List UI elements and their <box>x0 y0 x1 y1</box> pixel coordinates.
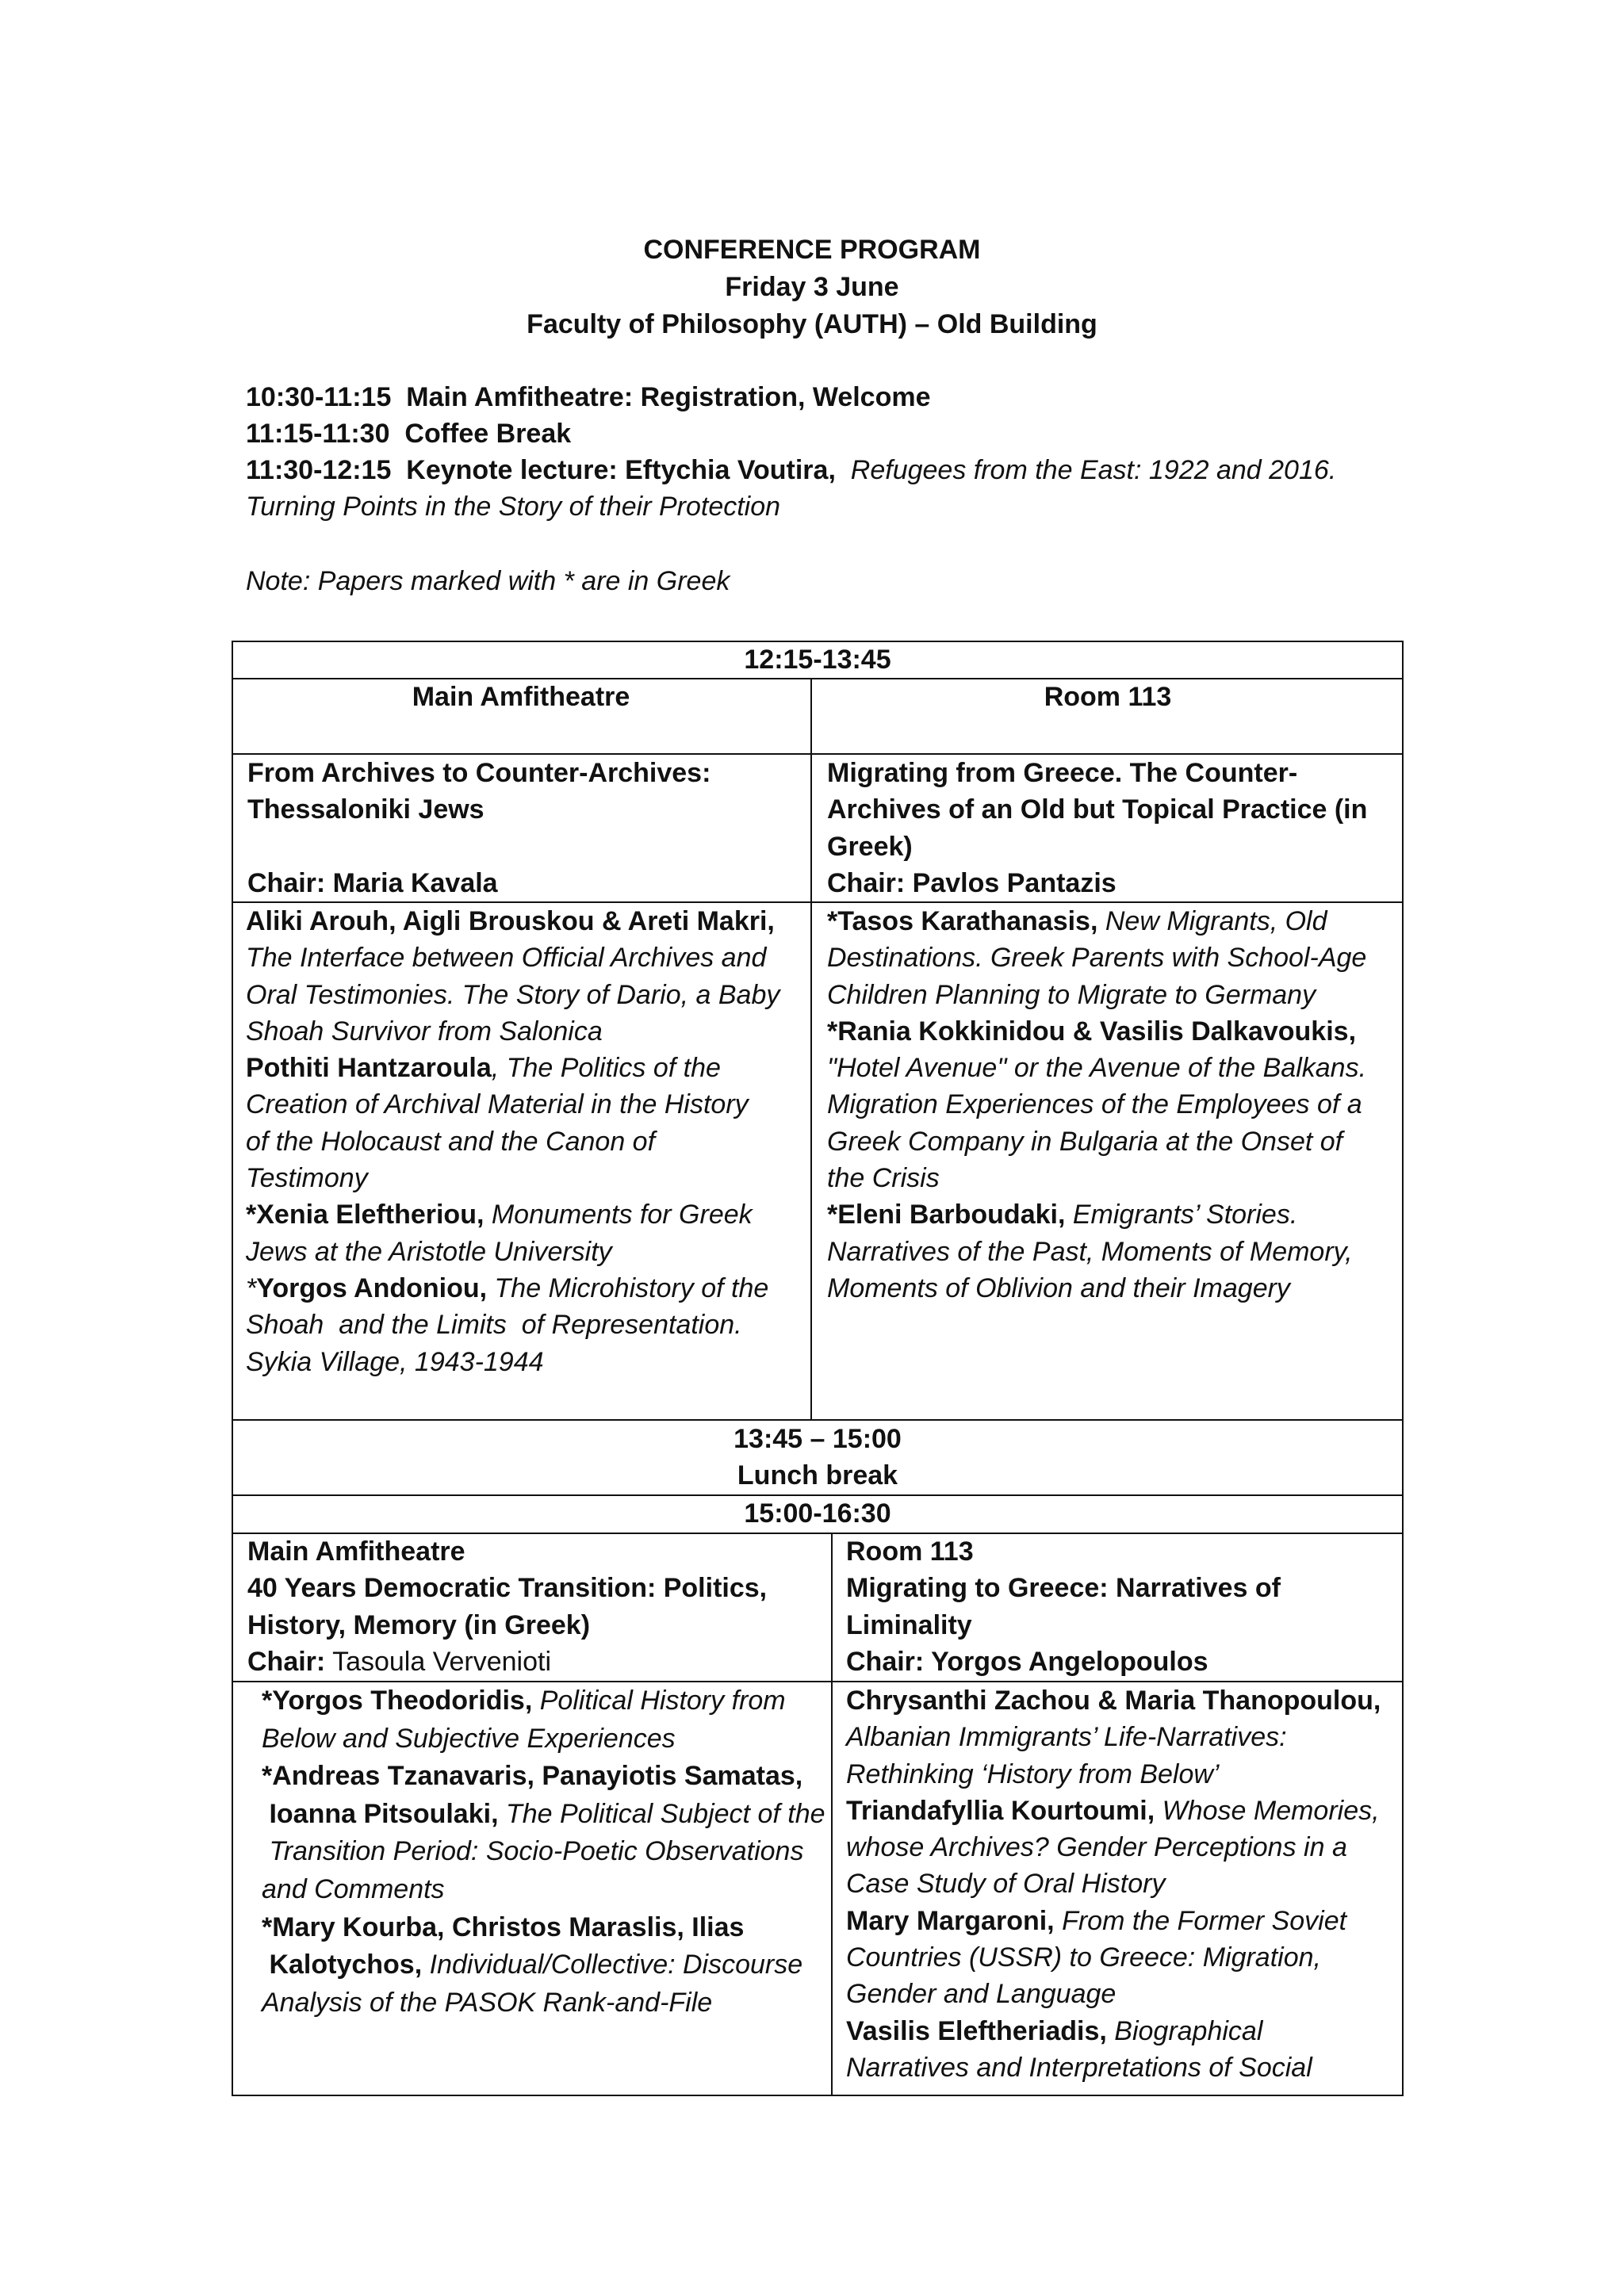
program-line <box>846 1644 1401 1680</box>
paper-title: Whose Memories, <box>1155 1795 1380 1826</box>
paper-title: "Hotel Avenue" or the Avenue of the Balkans. <box>827 1053 1367 1084</box>
program-line <box>247 1533 822 1570</box>
paper-title: Individual/Collective: Discourse <box>422 1950 803 1980</box>
program-line <box>846 1570 1401 1606</box>
program-title: CONFERENCE PROGRAM <box>643 235 981 265</box>
session2-left-header <box>247 1533 822 1680</box>
paper-title: the Crisis <box>827 1163 940 1194</box>
program-line <box>246 1344 807 1380</box>
session1-right-room: Room 113 <box>1044 682 1172 712</box>
author-names: Migrating to Greece: Narratives of <box>846 1573 1281 1604</box>
program-line <box>246 1050 807 1086</box>
program-line <box>246 939 807 976</box>
session2-right-papers <box>846 1682 1401 2086</box>
program-date: Friday 3 June <box>725 272 899 302</box>
program-line <box>827 1050 1401 1086</box>
author-names: Yorgos Andoniou, <box>256 1272 488 1303</box>
author-names: Vasilis Eleftheriadis, <box>846 2015 1107 2046</box>
author-names: *Mary Kourba, Christos Maraslis, Ilias <box>262 1911 745 1942</box>
paper-title: Children Planning to Migrate to Germany <box>827 979 1316 1010</box>
keynote-title-continued: Turning Points in the Story of their Protection <box>246 492 781 522</box>
paper-title: Monuments for Greek <box>484 1200 753 1230</box>
program-line <box>827 1086 1401 1123</box>
program-line <box>846 1829 1401 1866</box>
intro-item-registration <box>246 379 1396 415</box>
paper-title: New Migrants, Old <box>1097 906 1327 936</box>
program-line <box>246 1013 807 1050</box>
program-line <box>827 977 1401 1013</box>
program-line <box>827 1013 1401 1050</box>
program-line <box>846 1903 1401 1939</box>
program-line <box>827 903 1401 939</box>
paper-title: Analysis of the PASOK Rank-and-File <box>262 1987 713 2018</box>
author-names: Pothiti Hantzaroula <box>246 1053 492 1084</box>
session1-left-title <box>247 755 802 901</box>
author-names: Mary Margaroni, <box>846 1905 1055 1936</box>
program-line <box>246 1086 807 1123</box>
paper-title: Shoah Survivor from Salonica <box>246 1016 603 1047</box>
paper-title: Transition Period: Socio-Poetic Observations <box>262 1836 804 1867</box>
program-line <box>246 1123 807 1160</box>
author-names: *Yorgos Theodoridis, <box>262 1686 533 1716</box>
author-names: Ioanna Pitsoulaki, <box>262 1798 499 1829</box>
author-names: *Tasos Karathanasis, <box>827 906 1098 936</box>
intro-schedule <box>246 379 1396 525</box>
program-line <box>827 1234 1401 1270</box>
program-line <box>827 939 1401 976</box>
author-names: *Andreas Tzanavaris, Panayiotis Samatas, <box>262 1761 803 1792</box>
author-names: Chrysanthi Zachou & Maria Thanopoulou, <box>846 1686 1381 1716</box>
author-names: *Rania Kokkinidou & Vasilis Dalkavoukis, <box>827 1016 1357 1047</box>
program-line <box>262 1758 826 1796</box>
intro-item-keynote <box>246 452 1396 488</box>
session-title-line: Thessaloniki Jews <box>247 794 485 825</box>
author-names: History, Memory (in Greek) <box>247 1609 591 1640</box>
paper-title: Destinations. Greek Parents with School-Age <box>827 943 1367 974</box>
paper-title: Narratives of the Past, Moments of Memory, <box>827 1236 1353 1267</box>
session-title-line: Migrating from Greece. The Counter- <box>827 758 1298 788</box>
program-line <box>246 977 807 1013</box>
program-line <box>846 1793 1401 1829</box>
paper-title: * <box>246 1272 257 1303</box>
paper-title: The Political Subject of the <box>498 1798 825 1829</box>
paper-title: The Microhistory of the <box>487 1272 769 1303</box>
session2-time: 15:00-16:30 <box>744 1498 891 1529</box>
program-line <box>247 1570 822 1606</box>
program-line <box>247 1607 822 1644</box>
program-line <box>846 1976 1401 2012</box>
paper-title: Countries (USSR) to Greece: Migration, <box>846 1942 1321 1973</box>
session-title-line: Archives of an Old but Topical Practice (in <box>827 794 1368 825</box>
author-names: Liminality <box>846 1609 972 1640</box>
column-divider <box>831 1533 833 2096</box>
paper-title: Biographical <box>1106 2015 1263 2046</box>
spacer <box>247 828 802 865</box>
author-names: *Eleni Barboudaki, <box>827 1200 1066 1230</box>
paper-title: Creation of Archival Material in the History <box>246 1089 749 1120</box>
paper-title: Below and Subjective Experiences <box>262 1723 676 1754</box>
session-title-line: From Archives to Counter-Archives: <box>247 758 711 788</box>
paper-title: Rethinking ‘History from Below’ <box>846 1758 1220 1789</box>
program-line <box>246 1307 807 1343</box>
intro-time: 11:30-12:15 <box>246 455 392 485</box>
paper-title: Emigrants’ Stories. <box>1065 1200 1298 1230</box>
paper-title: Shoah and the Limits of Representation. <box>246 1310 742 1341</box>
intro-text: Main Amfitheatre: Registration, Welcome <box>406 382 931 412</box>
program-line <box>247 1644 822 1680</box>
session1-left-papers <box>246 903 807 1380</box>
paper-title: Greek Company in Bulgaria at the Onset of <box>827 1126 1343 1157</box>
program-line <box>246 1160 807 1196</box>
paper-title: Sykia Village, 1943-1944 <box>246 1346 544 1377</box>
program-line <box>262 1682 826 1720</box>
program-venue: Faculty of Philosophy (AUTH) – Old Building <box>527 309 1097 339</box>
intro-text: Coffee Break <box>404 419 572 449</box>
program-header <box>0 232 1624 343</box>
paper-title: Testimony <box>246 1163 368 1194</box>
author-names: Aliki Arouh, Aigli Brouskou & Areti Makri, <box>246 906 775 936</box>
program-line <box>846 1607 1401 1644</box>
program-line <box>262 1909 826 1947</box>
program-line <box>846 2049 1401 2086</box>
program-line <box>262 1833 826 1871</box>
author-names: *Xenia Eleftheriou, <box>246 1200 485 1230</box>
program-line <box>262 1720 826 1758</box>
chair-name: Tasoula Vervenioti <box>325 1646 552 1677</box>
program-line <box>846 2013 1401 2049</box>
author-names: Kalotychos, <box>262 1950 423 1980</box>
intro-time: 11:15-11:30 <box>246 419 390 449</box>
greek-note: Note: Papers marked with * are in Greek <box>246 566 730 596</box>
program-line <box>846 1533 1401 1570</box>
paper-title: Gender and Language <box>846 1979 1116 2010</box>
paper-title: From the Former Soviet <box>1054 1905 1347 1936</box>
lunch-label: Lunch break <box>737 1460 898 1490</box>
paper-title: Narratives and Interpretations of Social <box>846 2052 1312 2083</box>
program-line <box>846 1939 1401 1976</box>
program-line <box>246 1196 807 1233</box>
paper-title: Migration Experiences of the Employees of a <box>827 1089 1362 1120</box>
session2-right-header <box>846 1533 1401 1680</box>
author-names: Chair: <box>247 1646 326 1677</box>
paper-title: Moments of Oblivion and their Imagery <box>827 1272 1290 1303</box>
session1-left-room: Main Amfitheatre <box>412 682 630 712</box>
paper-title: Jews at the Aristotle University <box>246 1236 612 1267</box>
keynote-title: Refugees from the East: 1922 and 2016. <box>850 455 1337 485</box>
session-chair: Chair: Maria Kavala <box>247 867 498 898</box>
program-line <box>246 1270 807 1307</box>
session1-right-title <box>827 755 1398 901</box>
session-chair: Chair: Pavlos Pantazis <box>827 867 1116 898</box>
intro-time: 10:30-11:15 <box>246 382 392 412</box>
session-title-line: Greek) <box>827 831 913 862</box>
lunch-time: 13:45 – 15:00 <box>733 1424 902 1454</box>
paper-title: and Comments <box>262 1873 445 1904</box>
program-line <box>827 1123 1401 1160</box>
session1-right-papers <box>827 903 1401 1307</box>
author-names: Main Amfitheatre <box>247 1536 465 1567</box>
program-line <box>262 1871 826 1909</box>
author-names: Room 113 <box>846 1536 974 1567</box>
program-line <box>246 1234 807 1270</box>
program-line <box>846 1756 1401 1793</box>
paper-title: Albanian Immigrants’ Life-Narratives: <box>846 1722 1287 1753</box>
program-line <box>827 1196 1401 1233</box>
author-names: 40 Years Democratic Transition: Politics, <box>247 1573 768 1604</box>
intro-text: Keynote lecture: Eftychia Voutira, <box>406 455 836 485</box>
program-line <box>827 1270 1401 1307</box>
author-names: Chair: Yorgos Angelopoulos <box>846 1646 1208 1677</box>
paper-title: Political History from <box>532 1686 786 1716</box>
paper-title: The Interface between Official Archives and <box>246 943 767 974</box>
program-line <box>846 1682 1401 1719</box>
intro-item-coffee <box>246 415 1396 452</box>
paper-title: , The Politics of the <box>491 1053 721 1084</box>
program-line <box>246 903 807 939</box>
session2-left-papers <box>262 1682 826 2022</box>
paper-title: whose Archives? Gender Perceptions in a <box>846 1832 1347 1863</box>
column-divider <box>810 678 812 1419</box>
paper-title: Oral Testimonies. The Story of Dario, a Baby <box>246 979 780 1010</box>
program-line <box>846 1719 1401 1755</box>
paper-title: of the Holocaust and the Canon of <box>246 1126 656 1157</box>
program-line <box>262 1946 826 1984</box>
program-line <box>827 1160 1401 1196</box>
program-line <box>262 1984 826 2022</box>
paper-title: Case Study of Oral History <box>846 1869 1166 1900</box>
program-line <box>262 1796 826 1834</box>
session1-time: 12:15-13:45 <box>744 645 891 675</box>
author-names: Triandafyllia Kourtoumi, <box>846 1795 1155 1826</box>
program-line <box>846 1866 1401 1902</box>
